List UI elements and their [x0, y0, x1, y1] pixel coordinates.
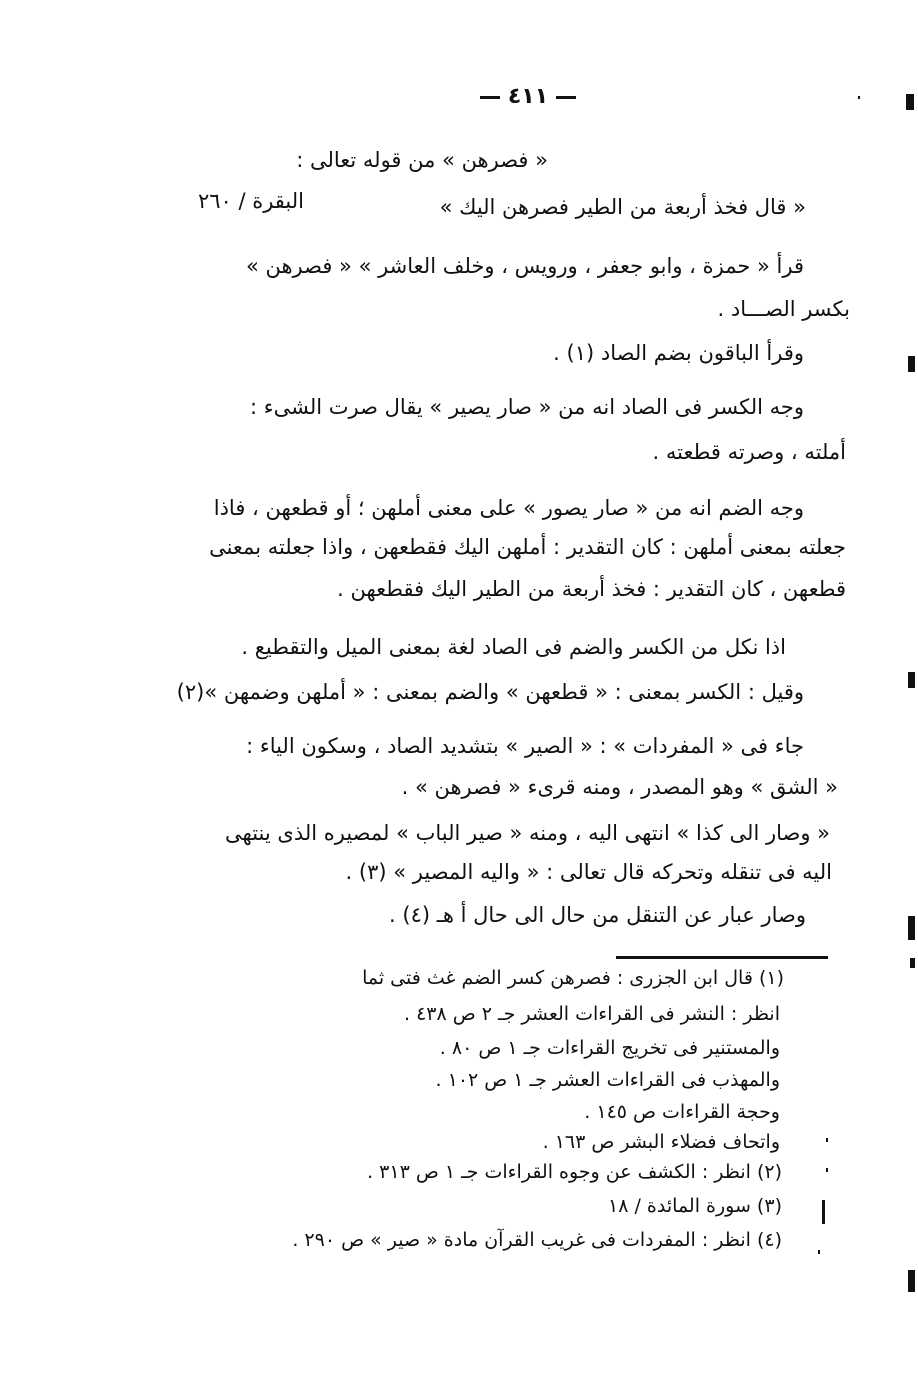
- footnote-line: (٢) انظر : الكشف عن وجوه القراءات جـ ١ ص ٣١٣ .: [367, 1161, 782, 1183]
- body-line: « وصار الى كذا » انتهى اليه ، ومنه « صير الباب » لمصيره الذى ينتهى: [225, 821, 830, 845]
- body-line: جعلته بمعنى أملهن : كان التقدير : أملهن اليك فقطعهن ، واذا جعلته بمعنى: [209, 535, 846, 559]
- body-line: وصار عبار عن التنقل من حال الى حال أ هـ (٤) .: [389, 903, 806, 927]
- body-line: وقرأ الباقون بضم الصاد (١) .: [553, 341, 804, 365]
- footnote-line: (٤) انظر : المفردات فى غريب القرآن مادة « صير » ص ٢٩٠ .: [292, 1229, 782, 1251]
- footnote-line: (١) قال ابن الجزرى : فصرهن كسر الضم غث فتى ثما: [362, 967, 784, 989]
- footnote-line: وحجة القراءات ص ١٤٥ .: [584, 1101, 780, 1123]
- margin-speck: [818, 1250, 820, 1254]
- scan-edge-mark: [908, 672, 915, 688]
- footnote-line: والمستنير فى تخريج القراءات جـ ١ ص ٨٠ .: [439, 1037, 780, 1059]
- margin-speck: [822, 1200, 825, 1224]
- footnote-separator: [616, 956, 828, 959]
- body-line: قطعهن ، كان التقدير : فخذ أربعة من الطير اليك فقطعهن .: [337, 577, 846, 601]
- footnote-line: (٣) سورة المائدة / ١٨: [608, 1195, 782, 1217]
- body-line: وقيل : الكسر بمعنى : « قطعهن » والضم بمعنى : « أملهن وضمهن »(٢): [176, 680, 804, 704]
- body-line: اذا نكل من الكسر والضم فى الصاد لغة بمعنى الميل والتقطيع .: [241, 635, 786, 659]
- page-number-dash-left: [480, 96, 500, 99]
- page-number-text: ٤١١: [507, 84, 549, 109]
- body-line: جاء فى « المفردات » : « الصير » بتشديد الصاد ، وسكون الياء :: [246, 734, 804, 758]
- verse-line: « قال فخذ أربعة من الطير فصرهن اليك »: [439, 195, 806, 219]
- scan-edge-mark: [908, 1270, 915, 1292]
- scan-edge-mark: [910, 958, 915, 968]
- scan-edge-mark: [908, 356, 915, 372]
- body-line: وجه الكسر فى الصاد انه من « صار يصير » يقال صرت الشىء :: [250, 395, 804, 419]
- footnote-line: واتحاف فضلاء البشر ص ١٦٣ .: [542, 1131, 780, 1153]
- scan-edge-mark: [906, 94, 914, 110]
- margin-speck: [858, 96, 860, 99]
- footnote-line: انظر : النشر فى القراءات العشر جـ ٢ ص ٤٣٨ .: [404, 1003, 780, 1025]
- page-number-dash-right: [556, 96, 576, 99]
- body-line: « الشق » وهو المصدر ، ومنه قرىء « فصرهن » .: [401, 775, 838, 799]
- page-number: [468, 84, 588, 109]
- margin-speck: [826, 1138, 828, 1142]
- body-line: قرأ « حمزة ، وابو جعفر ، ورويس ، وخلف العاشر » « فصرهن »: [245, 254, 804, 278]
- scan-edge-mark: [908, 916, 915, 940]
- verse-reference: البقرة / ٢٦٠: [197, 189, 304, 213]
- margin-speck: [826, 1168, 828, 1172]
- body-line: أملته ، وصرته قطعته .: [652, 440, 846, 464]
- body-line: اليه فى تنقله وتحركه قال تعالى : « واليه المصير » (٣) .: [345, 860, 832, 884]
- heading-line: « فصرهن » من قوله تعالى :: [296, 148, 548, 172]
- body-line: وجه الضم انه من « صار يصور » على معنى أملهن ؛ أو قطعهن ، فاذا: [213, 496, 804, 520]
- body-line: بكسر الصـــاد .: [717, 297, 850, 321]
- footnote-line: والمهذب فى القراءات العشر جـ ١ ص ١٠٢ .: [435, 1069, 780, 1091]
